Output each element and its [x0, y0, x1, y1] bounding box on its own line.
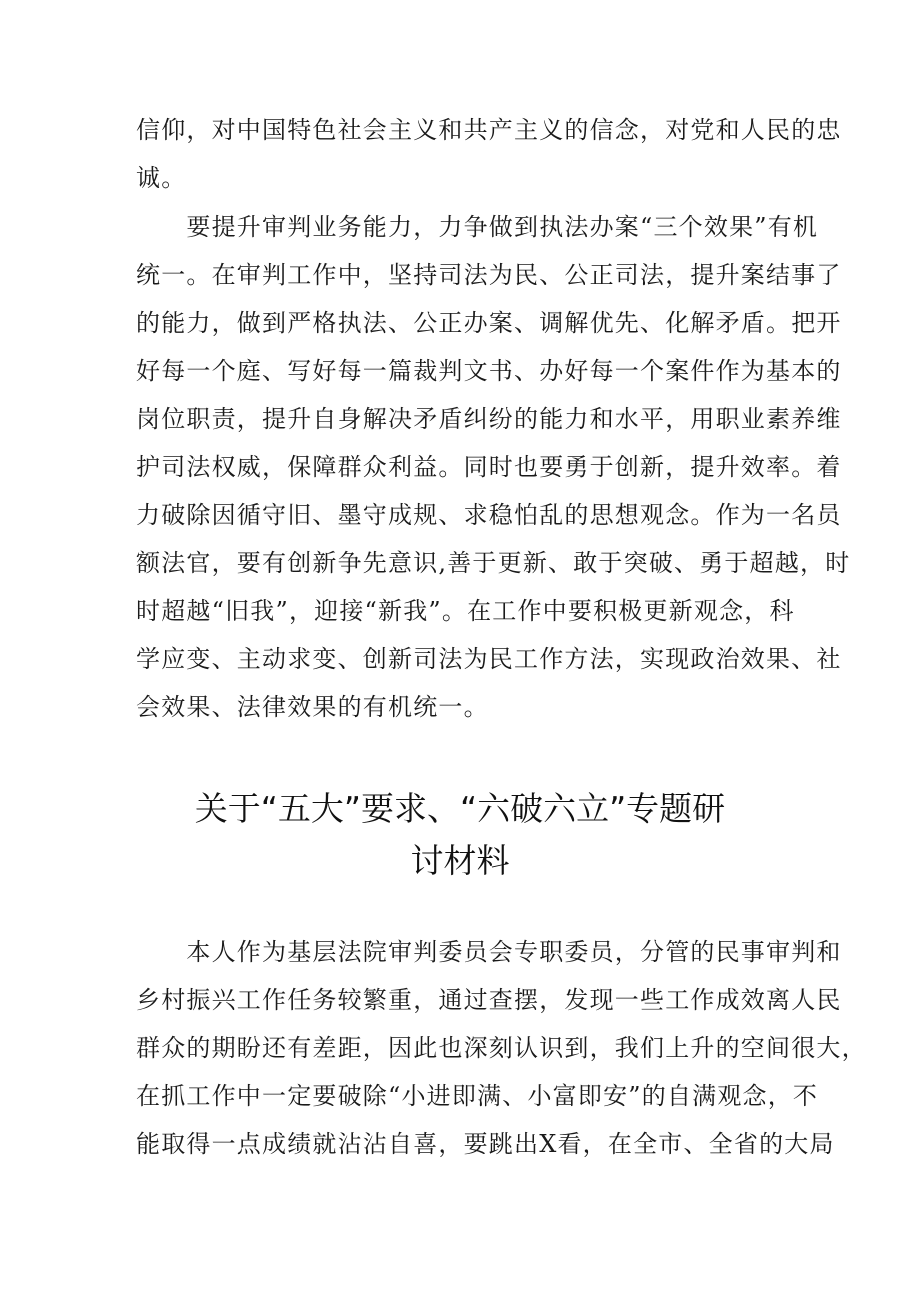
- paragraph-2-line-5: 岗位职责，提升自身解决矛盾纠纷的能力和水平，用职业素养维: [136, 405, 842, 433]
- paragraph-1-line-1: 信仰，对中国特色社会主义和共产主义的信念，对党和人民的忠: [136, 116, 842, 144]
- paragraph-2-line-10: 学应变、主动求变、创新司法为民工作方法，实现政治效果、社: [136, 645, 842, 673]
- paragraph-3-line-2: 乡村振兴工作任务较繁重，通过查摆，发现一些工作成效离人民: [136, 986, 842, 1014]
- document-title-line-1: 关于“五大”要求、“六破六立”专题研: [194, 789, 726, 828]
- paragraph-2-line-6: 护司法权威，保障群众利益。同时也要勇于创新，提升效率。着: [136, 453, 842, 481]
- paragraph-1-line-2: 诚。: [136, 164, 187, 192]
- paragraph-2-line-7: 力破除因循守旧、墨守成规、求稳怕乱的思想观念。作为一名员: [136, 501, 842, 529]
- paragraph-2-line-1: 要提升审判业务能力，力争做到执法办案“三个效果”有机: [136, 213, 819, 241]
- paragraph-3-line-5: 能取得一点成绩就沾沾自喜，要跳出X看，在全市、全省的大局: [136, 1130, 835, 1158]
- paragraph-3-line-3: 群众的期盼还有差距，因此也深刻认识到，我们上升的空间很大，: [136, 1034, 867, 1062]
- paragraph-2-line-4: 好每一个庭、写好每一篇裁判文书、办好每一个案件作为基本的: [136, 357, 842, 385]
- paragraph-2-line-2: 统一。在审判工作中，坚持司法为民、公正司法，提升案结事了: [136, 261, 842, 289]
- paragraph-2-line-8: 额法官，要有创新争先意识,善于更新、敢于突破、勇于超越，时: [136, 549, 851, 577]
- paragraph-2-line-11: 会效果、法律效果的有机统一。: [136, 693, 489, 721]
- paragraph-3-line-1: 本人作为基层法院审判委员会专职委员，分管的民事审判和: [136, 938, 842, 966]
- paragraph-3-line-4: 在抓工作中一定要破除“小进即满、小富即安”的自满观念，不: [136, 1082, 819, 1110]
- paragraph-2-line-9: 时超越“旧我”，迎接“新我”。在工作中要积极更新观念，科: [136, 597, 795, 625]
- document-title-line-2: 讨材料: [410, 841, 510, 880]
- paragraph-2-line-3: 的能力，做到严格执法、公正办案、调解优先、化解矛盾。把开: [136, 309, 842, 337]
